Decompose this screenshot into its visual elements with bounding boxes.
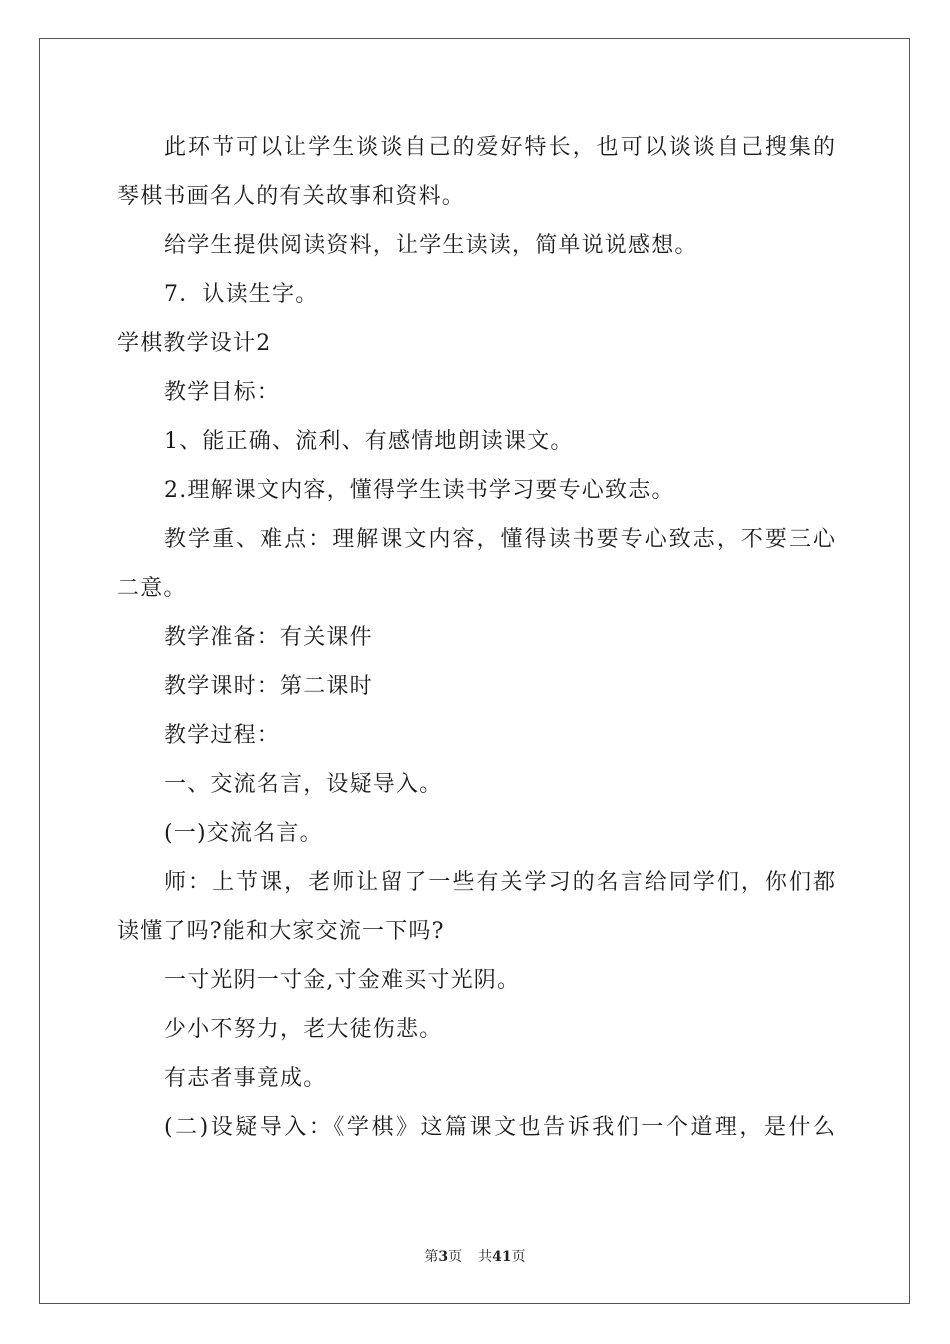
paragraph-line: 教学目标：: [164, 380, 281, 405]
paragraph-line: 琴棋书画名人的有关故事和资料。: [117, 184, 466, 209]
footer-total-pages: 41: [492, 1249, 512, 1265]
paragraph-line: 7．认读生字。: [164, 282, 319, 307]
footer-total-prefix: 共: [478, 1249, 493, 1265]
paragraph-line: 师：上节课，老师让留了一些有关学习的名言给同学们，你们都: [164, 870, 835, 895]
page-footer: [0, 1246, 950, 1266]
paragraph-line: 教学准备：有关课件: [164, 625, 373, 650]
paragraph-line: (一)交流名言。: [164, 821, 323, 846]
paragraph-line: 读懂了吗?能和大家交流一下吗?: [117, 919, 445, 944]
paragraph-line: 2.理解课文内容，懂得学生读书学习要专心致志。: [164, 478, 675, 503]
paragraph-line: 一、交流名言，设疑导入。: [164, 772, 443, 797]
footer-total-suffix: 页: [511, 1249, 526, 1265]
paragraph-line: 教学课时：第二课时: [164, 674, 373, 699]
paragraph-line: 学棋教学设计2: [117, 331, 272, 356]
paragraph-line: 少小不努力，老大徒伤悲。: [164, 1017, 443, 1042]
paragraph-line: 有志者事竟成。: [164, 1066, 327, 1091]
footer-page-prefix: 第: [424, 1249, 439, 1265]
footer-page-number: 3: [438, 1249, 449, 1265]
paragraph-line: 1、能正确、流利、有感情地朗读课文。: [164, 429, 574, 454]
paragraph-line: 此环节可以让学生谈谈自己的爱好特长，也可以谈谈自己搜集的: [164, 135, 835, 160]
document-body: [117, 128, 835, 1157]
paragraph-line: 一寸光阴一寸金,寸金难买寸光阴。: [164, 968, 521, 993]
paragraph-line: 教学重、难点：理解课文内容，懂得读书要专心致志，不要三心: [164, 527, 835, 552]
paragraph-line: (二)设疑导入：《学棋》这篇课文也告诉我们一个道理，是什么: [164, 1115, 835, 1140]
paragraph-line: 教学过程：: [164, 723, 281, 748]
paragraph-line: 二意。: [117, 576, 187, 601]
paragraph-line: 给学生提供阅读资料，让学生读读，简单说说感想。: [164, 233, 698, 258]
footer-page-suffix: 页: [448, 1249, 463, 1265]
